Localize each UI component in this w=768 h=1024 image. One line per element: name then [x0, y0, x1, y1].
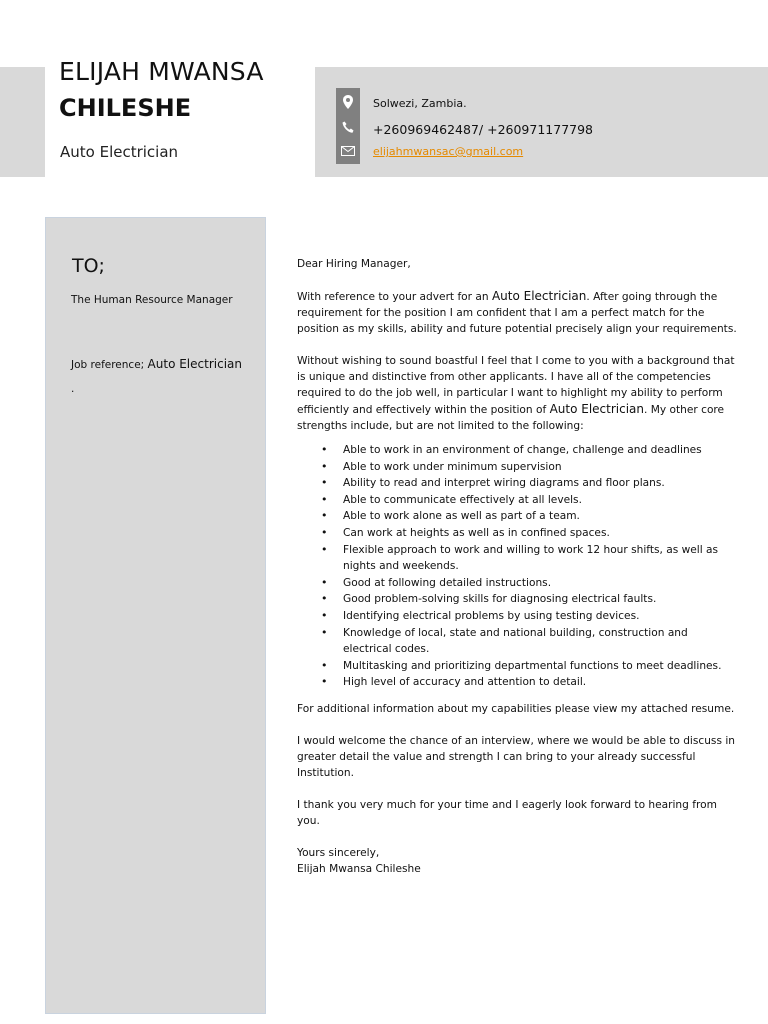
job-reference — [71, 357, 242, 371]
job-title: Auto Electrician — [60, 143, 179, 161]
header-left-band — [0, 67, 45, 177]
signature: Elijah Mwansa Chileshe — [297, 862, 421, 875]
list-item: • Good problem-solving skills for diagnosing electrical faults. — [343, 591, 737, 608]
paragraph-thanks: I thank you very much for your time and I eagerly look forward to hearing from you. — [297, 798, 717, 827]
list-item: • Can work at heights as well as in confined spaces. — [343, 525, 737, 542]
closing: Yours sincerely, — [297, 846, 380, 859]
job-reference-label: Job reference; — [71, 359, 148, 371]
contact-icon-strip — [336, 88, 360, 164]
list-item: • Flexible approach to work and willing to work 12 hour shifts, as well as nights and weekends. — [343, 542, 737, 575]
paragraph-background-a: Without wishing to sound boastful I feel that I come to you with a background that is unique and distinctive from other applicants. I have all of the competencies required to do the job well, in particular I want to highlight my ability to perform efficiently and effectively within the position of — [297, 355, 735, 416]
list-item: • Good at following detailed instructions. — [343, 575, 737, 592]
to-heading: TO; — [72, 255, 105, 277]
salutation: Dear Hiring Manager, — [297, 258, 411, 270]
list-item: • Knowledge of local, state and national building, construction and electrical codes. — [343, 625, 737, 658]
envelope-icon — [336, 139, 360, 163]
paragraph-intro-b: . After going through the requirement for the position I am confident that I am a perfect match for the position as my skills, ability and future potential precisely align your requirements. — [297, 291, 737, 335]
contact-email-link[interactable]: elijahmwansac@gmail.com — [373, 145, 524, 158]
paragraph-background — [297, 353, 737, 434]
list-item: • Able to work in an environment of change, challenge and deadlines — [343, 442, 737, 459]
name-first-middle: ELIJAH MWANSA — [59, 57, 264, 86]
contact-phone: +260969462487/ +260971177798 — [373, 122, 594, 137]
position-name: Auto Electrician — [491, 289, 587, 303]
paragraph-background-b: . My other core strengths include, but are not limited to the following: — [297, 404, 725, 432]
job-reference-value: Auto Electrician — [147, 357, 242, 371]
paragraph-intro-a: With reference to your advert for an — [297, 291, 492, 303]
phone-icon — [336, 115, 360, 139]
list-item: • Multitasking and prioritizing departmental functions to meet deadlines. — [343, 658, 737, 675]
list-item: • High level of accuracy and attention to detail. — [343, 674, 737, 691]
list-item: • Able to communicate effectively at all levels. — [343, 492, 737, 509]
list-item: • Identifying electrical problems by using testing devices. — [343, 608, 737, 625]
paragraph-intro — [297, 288, 737, 337]
list-item: • Ability to read and interpret wiring diagrams and floor plans. — [343, 475, 737, 492]
position-name: Auto Electrician — [549, 402, 645, 416]
sidebar-trailing-dot: . — [71, 383, 75, 395]
recipient-sidebar — [45, 217, 266, 1014]
letter-body — [297, 256, 737, 877]
recipient-name: The Human Resource Manager — [71, 294, 233, 306]
strengths-list — [297, 442, 737, 691]
list-item: • Able to work alone as well as part of a team. — [343, 508, 737, 525]
name-surname: CHILESHE — [59, 94, 192, 122]
location-pin-icon — [336, 90, 360, 114]
paragraph-interview: I would welcome the chance of an interview, where we would be able to discuss in greater detail the value and strength I can bring to your already successful Institution. — [297, 734, 735, 779]
list-item: • Able to work under minimum supervision — [343, 459, 737, 476]
paragraph-resume: For additional information about my capabilities please view my attached resume. — [297, 702, 735, 715]
contact-location: Solwezi, Zambia. — [373, 97, 467, 110]
